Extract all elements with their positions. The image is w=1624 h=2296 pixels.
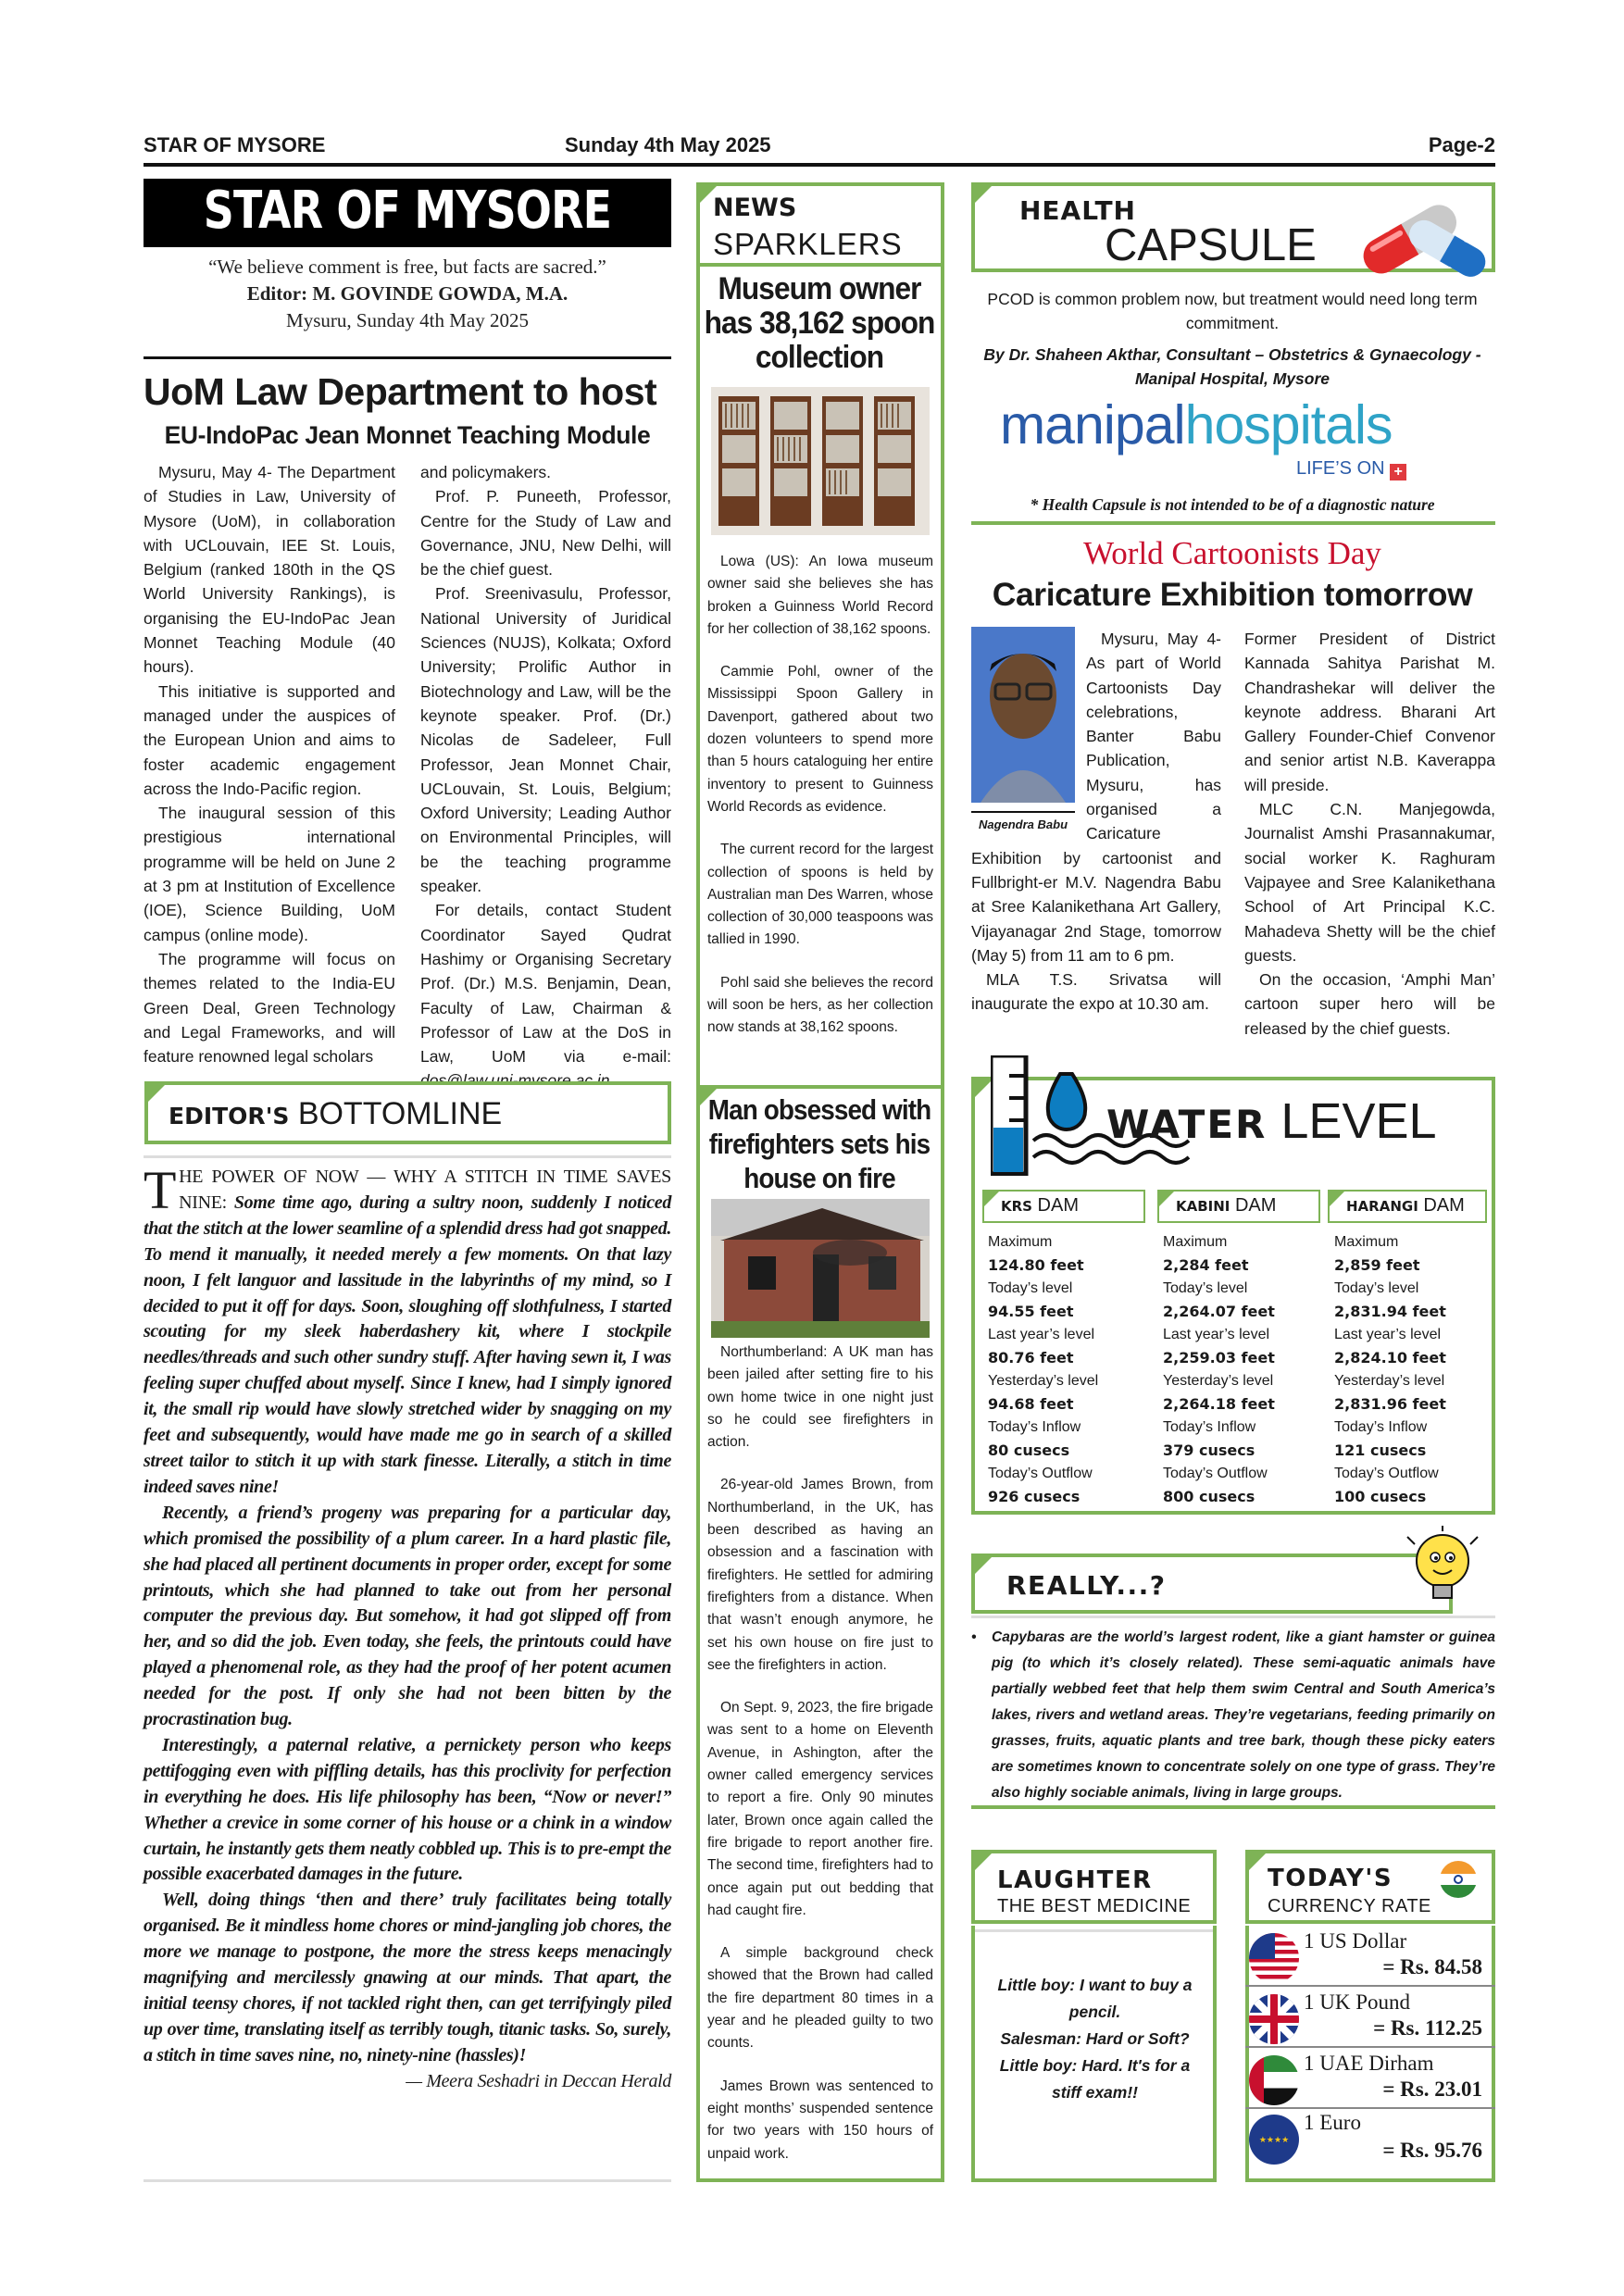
really-box <box>971 1554 1453 1614</box>
value-today-outflow: 100 cusecs <box>1334 1487 1427 1505</box>
manipal-tagline: LIFE’S ON <box>1296 458 1385 479</box>
water-level-title <box>1106 1092 1437 1150</box>
currency-label-a: TODAY'S <box>1268 1865 1393 1892</box>
dam-name-b: DAM <box>1234 1195 1277 1216</box>
header-date: Sunday 4th May 2025 <box>565 133 771 156</box>
manipal-cross-icon: + <box>1390 464 1406 480</box>
value-last-year-level: 2,824.10 feet <box>1334 1348 1446 1366</box>
news-label-b: SPARKLERS <box>713 227 903 261</box>
currency-unit: 1 UAE Dirham <box>1304 2052 1434 2075</box>
header-page-number: Page-2 <box>1428 133 1495 156</box>
really-label: REALLY...? <box>1006 1570 1167 1601</box>
currency-row <box>1245 1928 1495 1987</box>
label-maximum: Maximum <box>1334 1234 1399 1250</box>
header-rule <box>144 163 1495 167</box>
uae-flag-icon <box>1249 2055 1299 2105</box>
header-paper-name: STAR OF MYSORE <box>144 133 326 156</box>
label-today-inflow: Today’s Inflow <box>1334 1419 1428 1435</box>
masthead-logo-bar <box>144 179 671 247</box>
green-corner-tab <box>971 182 995 206</box>
laughter-side <box>1213 1926 1217 2181</box>
editors-bottom-rule <box>144 2179 671 2182</box>
story2-paragraph: Northumberland: A UK man has been jailed after setting fire to his own home twice in one night just so he could see firefighters in action. <box>707 1344 933 1451</box>
story2-paragraph: 26-year-old James Brown, from Northumberland, in the UK, has been described as having an obsession and a fascination with firefighters. He settled for admiring firefighters from a distance. When that wasn’t enough anymore, he set his own house on fire just to see the firefighters in action. <box>707 1477 933 1673</box>
capsule-pills-icon <box>1350 185 1498 282</box>
value-today-level: 94.55 feet <box>988 1302 1074 1320</box>
laughter-bottom-rule <box>971 2178 1217 2182</box>
manipal-tagline-wrap <box>1296 458 1406 480</box>
story1-body <box>707 551 933 1060</box>
lead-paragraph: Prof. Sreenivasulu, Professor, National University of Juridical Sciences (NUJS), Kolkata; Oxford University; Prolific Author in Biotechnology and Law, will be the keynote speaker. Prof. (Dr.) Nicolas de Sadeleer, Full Professor, Jean Monnet Chair, UCLouvain, St. Louis, Belgium; Oxford University; Leading Author on Environmental Principles, will be the teaching programme speaker. <box>420 584 671 896</box>
editors-rule <box>144 1155 671 1158</box>
masthead-motto: “We believe comment is free, but facts are sacred.” <box>208 256 606 278</box>
news-sparklers-header <box>696 182 944 267</box>
cartoon-paragraph: MLC C.N. Manjegowda, Journalist Amshi Prasannakumar, social worker K. Raghuram Vajpayee and Sree Kalanikethana School of Art Principal K.C. Mahadeva Shetty will be the chief guests. <box>1244 800 1495 965</box>
lead-paragraph: and policymakers. <box>420 463 552 481</box>
lead-paragraph: Prof. P. Puneeth, Professor, Centre for the Study of Law and Governance, JNU, New Delhi, will be the chief guest. <box>420 487 671 580</box>
currency-row <box>1245 2111 1495 2174</box>
editors-para1-text: Some time ago, during a sultry noon, suddenly I noticed that the stitch at the lower seamline of a splendid dress had got snapped. To mend it manually, it needed merely a few moments. On that lazy noon, I felt languor and lassitude in the labyrinths of my mind, so I decided to put it off for days. Soon, sloughing off slothfulness, I started scouting for my sleek haberdashery kit, where I stockpile needles/threads and such other sundry stuff. After having sewn it, I was feeling super chuffed about myself. Since I knew, had I simply ignored it, the small rip would have slowly stretched wider by snagging on my feet and subsequently, would have made me go in search of a skilled street tailor to stitch it up with stark finesse. Literally, a stitch in time indeed saves nine! <box>144 1192 671 1497</box>
editors-paragraph: Interestingly, a paternal relative, a pernickety person who keeps pettifogging even with piffling details, has this proclivity for perfection in everything he does. His life philosophy has been, “Now or never!” Whether a crevice in some corner of his house or a chink in a window curtain, he instantly gets them neatly cobbled up. This is to pre-empt the possible exacerbated damages in the future. <box>144 1734 671 1885</box>
laughter-label-b: THE BEST MEDICINE <box>997 1896 1192 1916</box>
water-label-b: LEVEL <box>1280 1093 1437 1149</box>
dam-name-b: DAM <box>1423 1195 1465 1216</box>
joke-line: Little boy: I want to buy a pencil. <box>997 1976 1193 2021</box>
label-today-outflow: Today’s Outflow <box>988 1466 1093 1481</box>
green-corner-tab <box>971 1554 995 1578</box>
dam-data-harangi <box>1334 1231 1501 1509</box>
laughter-label-a: LAUGHTER <box>997 1866 1153 1894</box>
manipal-brand-b: hospitals <box>1184 394 1393 455</box>
editors-bottomline-body <box>144 1160 671 2095</box>
burnt-house-photo <box>711 1199 930 1338</box>
editors-label-a: EDITOR'S <box>169 1103 290 1129</box>
cartoon-paragraph: Mysuru, May 4- As part of World Cartoonists Day celebrations, Banter Babu Publication, Mysuru, has organised a Caricature Exhibition by cartoonist and Fullbright-er M.V. Nagendra Babu at Sree Kalanikethana Art Gallery, Vijayanagar 2nd Stage, tomorrow (May 5) from 11 am to 6 pm. <box>971 630 1221 965</box>
health-disclaimer: * Health Capsule is not intended to be of a diagnostic nature <box>1030 495 1435 514</box>
label-today-outflow: Today’s Outflow <box>1334 1466 1439 1481</box>
laughter-box <box>971 1850 1217 1924</box>
editors-paragraph: Recently, a friend’s progeny was preparing for a particular day, which promised the possibility of a plum career. In a hard plastic file, she had placed all pertinent documents in proper order, except for some printouts, which she had planned to take out from her personal computer the previous day. But somehow, it had got slipped off from her, and so did the job. Even today, she feels, the printouts could have played a phenomenal role, as they had the proof of her potent acumen needed for the post. If only she had not been bitten by the procrastination bug. <box>144 1502 671 1730</box>
green-corner-tab <box>982 1190 1001 1208</box>
health-label-b: CAPSULE <box>1105 220 1317 270</box>
masthead-info <box>144 254 671 334</box>
story1-headline: Museum owner has 38,162 spoon collection <box>704 271 935 375</box>
really-text-block <box>971 1625 1495 1806</box>
photo-caption: Nagendra Babu <box>971 811 1075 837</box>
cartoon-column-2 <box>1244 627 1495 1041</box>
cartoon-kicker: World Cartoonists Day <box>1083 535 1381 571</box>
really-bottom-rule <box>971 1805 1495 1809</box>
joke-line: Little boy: Hard. It's for a stiff exam!! <box>999 2056 1191 2102</box>
cartoon-paragraph: MLA T.S. Srivatsa will inaugurate the expo at 10.30 am. <box>971 970 1221 1014</box>
dropcap: T <box>144 1160 177 1220</box>
story1-paragraph: Pohl said she believes the record will soon be hers, as her collection now stands at 38,162 spoons. <box>707 974 933 1036</box>
lightbulb-cartoon-icon <box>1405 1526 1480 1618</box>
dam-name-a: KABINI <box>1176 1198 1230 1215</box>
green-corner-tab <box>1328 1190 1346 1208</box>
lead-subheadline: EU-IndoPac Jean Monnet Teaching Module <box>164 421 651 449</box>
manipal-brand-a: manipal <box>1000 394 1185 455</box>
green-corner-tab <box>696 182 720 206</box>
story2-paragraph: On Sept. 9, 2023, the fire brigade was sent to a home on Eleventh Avenue, in Ashington, after the owner called emergency services to report a fire. Only 90 minutes later, Brown once again called the fire brigade to report another fire. The second time, firefighters had to once again put out bedding that had caught fire. <box>707 1700 933 1918</box>
page-header <box>144 133 1495 167</box>
lead-headline: UoM Law Department to host <box>144 370 657 413</box>
currency-row <box>1245 1989 1495 2048</box>
lead-contact-text: For details, contact Student Coordinator Sayed Qudrat Hashimy or Organising Secretary Prof. (Dr.) M.S. Benjamin, Dean, Faculty of Law, Chairman & Professor of Law at the DoS in Law, UoM via e-mail: <box>420 901 671 1067</box>
value-today-level: 2,831.94 feet <box>1334 1302 1446 1320</box>
currency-value: = Rs. 95.76 <box>1382 2139 1482 2162</box>
green-corner-tab <box>1157 1190 1176 1208</box>
green-corner-tab <box>1245 1850 1269 1874</box>
cartoon-paragraph: On the occasion, ‘Amphi Man’ cartoon super hero will be released by the chief guests. <box>1244 970 1495 1038</box>
story-divider <box>696 1085 944 1089</box>
label-today-inflow: Today’s Inflow <box>1163 1419 1256 1435</box>
health-bottom-rule <box>971 521 1495 525</box>
currency-bottom-rule <box>1245 2178 1495 2182</box>
cartoon-paragraph: Former President of District Kannada Sahitya Parishat M. Chandrashekar will deliver the keynote address. Bharani Art Gallery Founder-Chief Convenor and senior artist N.B. Kaverappa will preside. <box>1244 630 1495 794</box>
label-today-level: Today’s level <box>1163 1280 1248 1296</box>
lead-paragraph <box>420 898 671 1092</box>
story2-headline: Man obsessed with firefighters sets his house on fire <box>707 1093 931 1194</box>
really-rule <box>971 1616 1495 1618</box>
editors-paragraph: Well, doing things ‘then and there’ truly facilitates being totally organised. Be it mindless home chores or mind-jangling job chores, the more we manage to postpone, the more the stress keeps menacingly magnifying and mercilessly gnawing at our minds. That apart, the initial teensy chores, if not tackled right then, can get terrifyingly piled up over time, translating itself as terribly tough, titanic tasks. So, surely, a stitch in time saves nine, no, ninety-nine (hassles)! <box>144 1890 671 2065</box>
dam-name-b: DAM <box>1037 1195 1079 1216</box>
masthead-dateline: Mysuru, Sunday 4th May 2025 <box>286 309 529 331</box>
health-label-a: HEALTH <box>1019 195 1136 226</box>
story1-paragraph: The current record for the largest collection of spoons is held by Australian man Des Warren, whose collection of 30,000 teaspoons was tallied in 1990. <box>707 842 933 948</box>
dam-name-a: KRS <box>1001 1198 1032 1215</box>
laughter-side <box>971 1926 975 2181</box>
masthead-rule <box>144 356 671 359</box>
cartoonist-photo <box>971 627 1075 803</box>
currency-value: = Rs. 112.25 <box>1373 2016 1482 2040</box>
lead-column-1 <box>144 460 395 1068</box>
currency-value: = Rs. 84.58 <box>1382 1955 1482 1978</box>
label-today-level: Today’s level <box>1334 1280 1419 1296</box>
value-last-year-level: 80.76 feet <box>988 1348 1074 1366</box>
cartoon-column-1 <box>971 627 1221 1017</box>
currency-row <box>1245 2050 1495 2109</box>
cartoon-headline: Caricature Exhibition tomorrow <box>992 576 1473 613</box>
lead-paragraph: This initiative is supported and managed under the auspices of the European Union and aims to foster academic engagement across the Indo-Pacific region. <box>144 681 395 798</box>
label-last-year-level: Last year’s level <box>1163 1327 1270 1342</box>
story1-paragraph: Cammie Pohl, owner of the Mississippi Spoon Gallery in Davenport, gathered about two dozen volunteers to spend more than 5 hours cataloguing her entire inventory to present to Guinness World Records as evidence. <box>707 664 933 815</box>
editors-paragraph <box>144 1160 671 1501</box>
lead-paragraph: Mysuru, May 4- The Department of Studies in Law, University of Mysore (UoM), in collaboration with UCLouvain, IEE St. Louis, Belgium (ranked 180th in the QS World University Rankings), is organising the EU-IndoPac Jean Monnet Teaching Module (40 hours). <box>144 463 395 677</box>
label-today-inflow: Today’s Inflow <box>988 1419 1081 1435</box>
editors-byline: — Meera Seshadri in Deccan Herald <box>406 2070 671 2091</box>
label-last-year-level: Last year’s level <box>1334 1327 1442 1342</box>
currency-unit: 1 US Dollar <box>1304 1929 1407 1953</box>
dam-header-harangi <box>1328 1190 1487 1223</box>
cartoonist-photo-block <box>971 627 1081 832</box>
label-yesterday-level: Yesterday’s level <box>988 1373 1099 1389</box>
value-last-year-level: 2,259.03 feet <box>1163 1348 1275 1366</box>
us-flag-icon <box>1249 1933 1299 1983</box>
value-maximum: 2,859 feet <box>1334 1255 1420 1274</box>
editors-opening-caps: HE POWER OF NOW — WHY A STITCH IN TIME SAVES NINE: <box>179 1167 671 1213</box>
dam-data-kabini <box>1163 1231 1330 1509</box>
lead-paragraph: The inaugural session of this prestigious international programme will be held on June 2 at 3 pm at Institution of Excellence (IOE), Science Building, UoM campus (online mode). <box>144 804 395 944</box>
label-last-year-level: Last year’s level <box>988 1327 1095 1342</box>
dam-name-a: HARANGI <box>1346 1198 1418 1215</box>
story2-paragraph: James Brown was sentenced to eight months’ suspended sentence for two years with 150 hours of unpaid work. <box>707 2078 933 2162</box>
label-maximum: Maximum <box>988 1234 1053 1250</box>
value-today-level: 2,264.07 feet <box>1163 1302 1275 1320</box>
label-yesterday-level: Yesterday’s level <box>1163 1373 1274 1389</box>
bullet-icon: • <box>971 1629 977 1645</box>
value-today-inflow: 379 cusecs <box>1163 1441 1255 1459</box>
news-label-a: NEWS <box>713 193 797 222</box>
joke-line: Salesman: Hard or Soft? <box>1000 2029 1190 2048</box>
dam-data-krs <box>988 1231 1155 1509</box>
value-today-inflow: 80 cusecs <box>988 1441 1070 1459</box>
story2-body <box>707 1341 933 2165</box>
masthead-logo: STAR OF MYSORE <box>203 181 612 241</box>
currency-value: = Rs. 23.01 <box>1382 2078 1482 2101</box>
value-today-inflow: 121 cusecs <box>1334 1441 1427 1459</box>
health-byline: By Dr. Shaheen Akthar, Consultant – Obstetrics & Gynaecology - Manipal Hospital, Mysore <box>983 345 1481 388</box>
green-corner-tab <box>971 1850 995 1874</box>
manipal-logo <box>1000 393 1463 455</box>
label-maximum: Maximum <box>1163 1234 1228 1250</box>
value-yesterday-level: 94.68 feet <box>988 1394 1074 1413</box>
dam-header-krs <box>982 1190 1145 1223</box>
currency-unit: 1 Euro <box>1304 2111 1361 2134</box>
value-today-outflow: 926 cusecs <box>988 1487 1081 1505</box>
value-yesterday-level: 2,831.96 feet <box>1334 1394 1446 1413</box>
lead-paragraph: The programme will focus on themes related to the India-EU Green Deal, Green Technology and Legal Frameworks, and will feature renowned legal scholars <box>144 949 395 1067</box>
editors-label-b: BOTTOMLINE <box>297 1096 503 1131</box>
value-yesterday-level: 2,264.18 feet <box>1163 1394 1275 1413</box>
value-maximum: 124.80 feet <box>988 1255 1084 1274</box>
laughter-joke <box>991 1972 1199 2106</box>
green-corner-tab <box>144 1081 169 1105</box>
editors-bottomline-box <box>144 1081 671 1144</box>
spoon-collection-photo <box>711 387 930 535</box>
currency-unit: 1 UK Pound <box>1304 1990 1411 2014</box>
label-yesterday-level: Yesterday’s level <box>1334 1373 1445 1389</box>
dam-header-kabini <box>1157 1190 1320 1223</box>
currency-label-b: CURRENCY RATE <box>1268 1896 1431 1916</box>
story2-paragraph: A simple background check showed that the Brown had called the fire department 80 times in a year and he pleaded guilty to two counts. <box>707 1945 933 2052</box>
health-topic: PCOD is common problem now, but treatment would need long term commitment. <box>987 290 1478 332</box>
water-label-a: WATER <box>1106 1102 1268 1147</box>
lead-column-2 <box>420 460 671 1093</box>
india-flag-icon <box>1440 1861 1477 1898</box>
masthead-editor: Editor: M. GOVINDE GOWDA, M.A. <box>246 282 568 305</box>
news-bottom-rule <box>696 2178 944 2182</box>
value-maximum: 2,284 feet <box>1163 1255 1249 1274</box>
laughter-rule <box>971 1929 1217 1932</box>
really-text: Capybaras are the world’s largest rodent, like a giant hamster or guinea pig (to which it’s closely related). These semi-aquatic animals have partially webbed feet that help them swim Central and South America’s lakes, rivers and wetland areas. They’re vegetarians, feeding primarily on grasses, fruits, aquatic plants and tree bark, though these picky eaters are sometimes known to concentrate solely on one type of grass. They’re also highly sociable animals, living in large groups. <box>992 1629 1495 1801</box>
label-today-outflow: Today’s Outflow <box>1163 1466 1268 1481</box>
eu-flag-icon: ★★★★ <box>1249 2115 1299 2165</box>
value-today-outflow: 800 cusecs <box>1163 1487 1255 1505</box>
story1-paragraph: Lowa (US): An Iowa museum owner said she believes she has broken a Guinness World Record for her collection of 38,162 spoons. <box>707 554 933 637</box>
editors-bottomline-label <box>169 1096 502 1132</box>
label-today-level: Today’s level <box>988 1280 1073 1296</box>
uk-flag-icon <box>1249 1994 1299 2044</box>
